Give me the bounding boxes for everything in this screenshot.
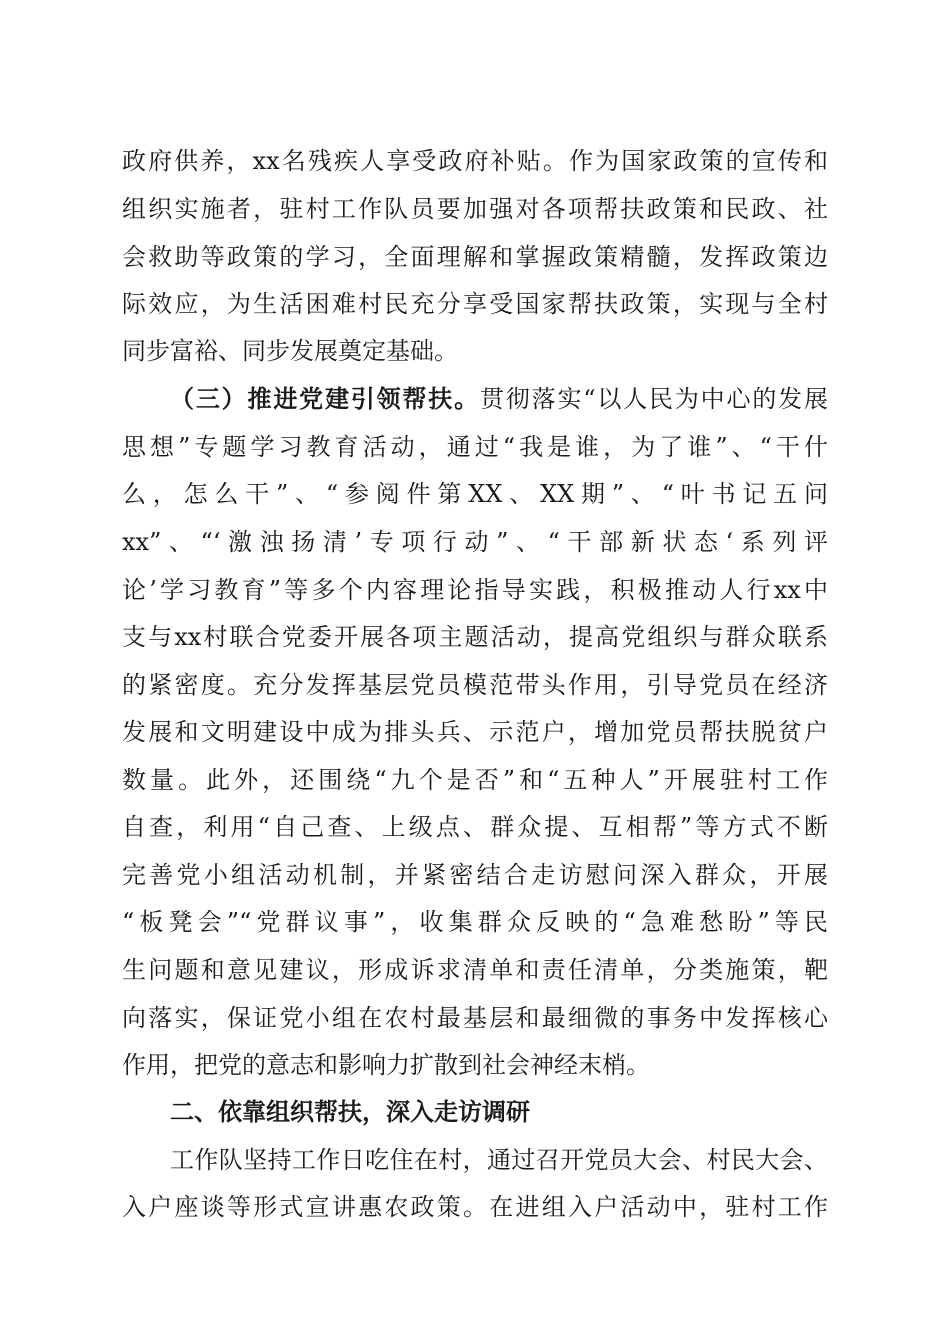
paragraph-2-line-11: 完善党小组活动机制，并紧密结合走访慰问深入群众，开展	[122, 861, 828, 889]
paragraph-1-line-1: 政府供养，xx名残疾人享受政府补贴。作为国家政策的宣传和	[122, 147, 828, 175]
paragraph-2-line-2: 思想”专题学习教育活动，通过“我是谁，为了谁”、“干什	[122, 433, 828, 461]
paragraph-2-line-14: 向落实，保证党小组在农村最基层和最细微的事务中发挥核心	[122, 1004, 828, 1032]
paragraph-1-line-3: 会救助等政策的学习，全面理解和掌握政策精髓，发挥政策边	[122, 243, 828, 271]
paragraph-1-line-4: 际效应，为生活困难村民充分享受国家帮扶政策，实现与全村	[122, 290, 828, 318]
paragraph-2-line-10: 自查，利用“自己查、上级点、群众提、互相帮”等方式不断	[122, 813, 828, 841]
paragraph-2-line-15: 作用，把党的意志和影响力扩散到社会神经末梢。	[122, 1051, 650, 1079]
paragraph-1-line-5: 同步富裕、同步发展奠定基础。	[122, 337, 458, 365]
paragraph-2-heading: （三）推进党建引领帮扶。	[170, 384, 480, 413]
paragraph-2-line-13: 生问题和意见建议，形成诉求清单和责任清单，分类施策，靶	[122, 956, 828, 984]
paragraph-2-line-4: xx”、“‘激浊扬清’专项行动”、“干部新状态‘系列评	[122, 528, 828, 556]
section-heading: 二、依靠组织帮扶，深入走访调研	[170, 1098, 530, 1126]
paragraph-3-line-2: 入户座谈等形式宣讲惠农政策。在进组入户活动中，驻村工作	[122, 1193, 828, 1221]
paragraph-2-line-3: 么，怎么干”、“参阅件第XX、XX期”、“叶书记五问	[122, 480, 828, 508]
paragraph-2-line-5: 论’学习教育”等多个内容理论指导实践，积极推动人行xx中	[122, 576, 828, 604]
paragraph-2-line-7: 的紧密度。充分发挥基层党员模范带头作用，引导党员在经济	[122, 671, 828, 699]
paragraph-2-line-6: 支与xx村联合党委开展各项主题活动，提高党组织与群众联系	[122, 623, 828, 651]
paragraph-1-line-2: 组织实施者，驻村工作队员要加强对各项帮扶政策和民政、社	[122, 195, 828, 223]
paragraph-2-line-8: 发展和文明建设中成为排头兵、示范户，增加党员帮扶脱贫户	[122, 718, 828, 746]
paragraph-3-line-1: 工作队坚持工作日吃住在村，通过召开党员大会、村民大会、	[170, 1146, 828, 1174]
paragraph-2-line-1	[170, 379, 828, 419]
paragraph-2-line-9: 数量。此外，还围绕“九个是否”和“五种人”开展驻村工作	[122, 766, 828, 794]
paragraph-2-first-rest: 贯彻落实“以人民为中心的发展	[479, 385, 828, 413]
paragraph-2-line-12: “板凳会”“党群议事”，收集群众反映的“急难愁盼”等民	[122, 908, 828, 936]
